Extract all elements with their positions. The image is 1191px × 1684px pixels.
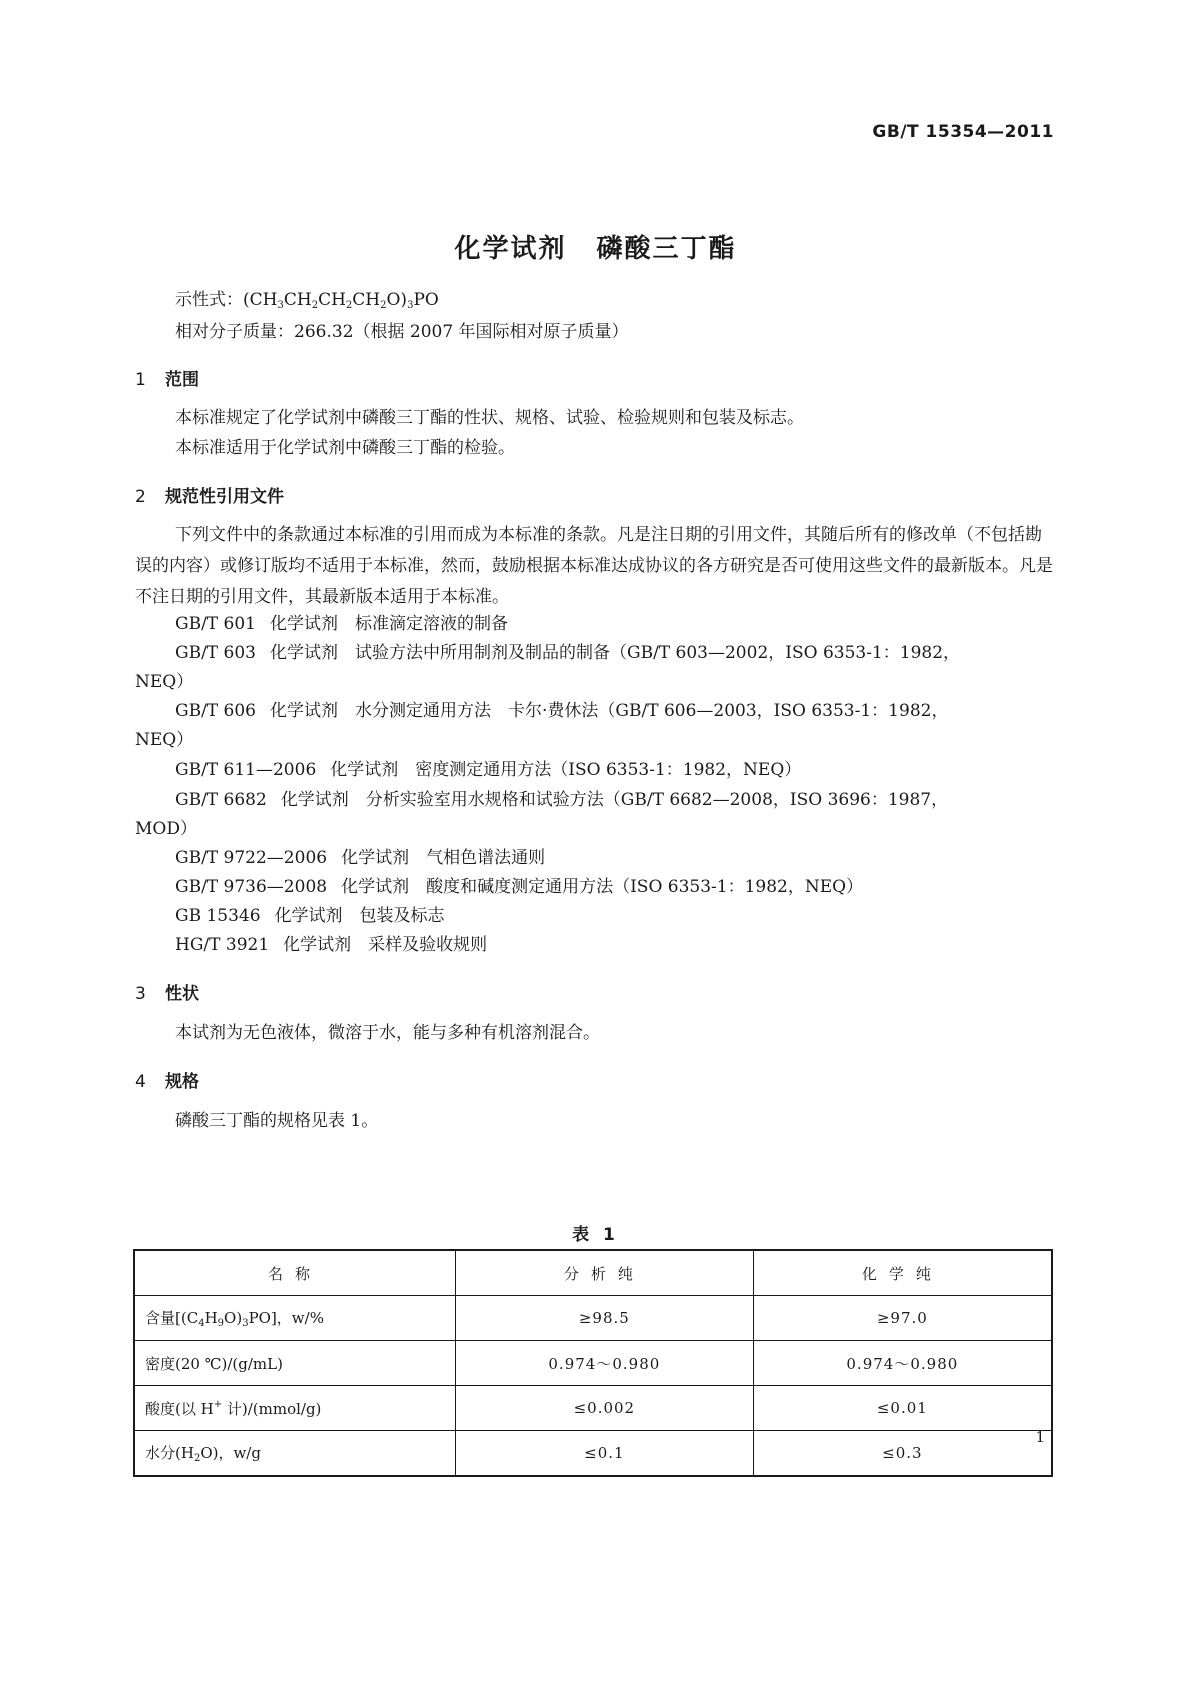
formula-sub: 2 — [380, 300, 387, 311]
properties-paragraph: 本试剂为无色液体，微溶于水，能与多种有机溶剂混合。 — [175, 1023, 600, 1043]
section-number: 1 — [135, 370, 146, 390]
title-part-2: 磷酸三丁酯 — [596, 234, 737, 264]
row-name-density: 密度(20 ℃)/(g/mL) — [134, 1341, 456, 1386]
reference-title: 化学试剂 标准滴定溶液的制备 — [270, 614, 508, 634]
formula-label: 示性式： — [175, 290, 243, 310]
row-name-water — [134, 1431, 456, 1477]
table-row — [134, 1296, 1052, 1341]
page-number: 1 — [1035, 1428, 1045, 1446]
value-analytical-reagent: ≤0.002 — [456, 1386, 754, 1431]
value-chemically-pure: ≤0.01 — [753, 1386, 1052, 1431]
reference-item — [175, 641, 960, 665]
reference-code: GB/T 9722—2006 — [175, 848, 328, 868]
formula-part: CH — [352, 290, 381, 310]
table-row — [134, 1341, 1052, 1386]
specification-table — [133, 1249, 1053, 1477]
formula-part: (CH — [243, 290, 278, 310]
value-chemically-pure: ≥97.0 — [753, 1296, 1052, 1341]
formula-sub: 3 — [277, 300, 284, 311]
reference-title: 化学试剂 采样及验收规则 — [283, 935, 488, 955]
reference-title: 化学试剂 包装及标志 — [274, 906, 445, 926]
formula-sub: 3 — [407, 300, 414, 311]
standard-code: GB/T 15354—2011 — [872, 122, 1054, 142]
reference-title: 化学试剂 分析实验室用水规格和试验方法（GB/T 6682—2008，ISO 3696：1987， — [280, 790, 949, 810]
document-title — [0, 228, 1191, 265]
column-header-name: 名称 — [134, 1250, 456, 1296]
reference-code: GB/T 9736—2008 — [175, 877, 328, 897]
scope-paragraph-1: 本标准规定了化学试剂中磷酸三丁酯的性状、规格、试验、检验规则和包装及标志。 — [175, 408, 804, 428]
formula-sub: 2 — [345, 300, 353, 311]
reference-item — [175, 933, 487, 957]
formula-part: PO — [413, 290, 439, 310]
reference-item — [175, 904, 445, 928]
name-sub: 4 — [198, 1318, 205, 1329]
name-text: O) — [224, 1309, 243, 1327]
reference-title: 化学试剂 气相色谱法通则 — [341, 848, 546, 868]
section-number: 4 — [135, 1072, 146, 1092]
section-title: 规格 — [165, 1072, 199, 1092]
value-chemically-pure: ≤0.3 — [753, 1431, 1052, 1477]
reference-item — [175, 788, 948, 812]
section-heading-1 — [135, 365, 199, 390]
section-heading-2 — [135, 482, 284, 507]
value-analytical-reagent: ≤0.1 — [456, 1431, 754, 1477]
name-text: O)，w/g — [200, 1444, 261, 1462]
reference-code: HG/T 3921 — [175, 935, 270, 955]
reference-continuation: NEQ） — [135, 730, 194, 750]
value-chemically-pure: 0.974～0.980 — [753, 1341, 1052, 1386]
value-analytical-reagent: ≥98.5 — [456, 1296, 754, 1341]
name-sup: + — [213, 1398, 223, 1410]
section-number: 3 — [135, 984, 146, 1004]
name-text: PO]，w/% — [248, 1309, 324, 1327]
name-text: H — [204, 1309, 218, 1327]
table-header-row — [134, 1250, 1052, 1296]
reference-title: 化学试剂 试验方法中所用制剂及制品的制备（GB/T 603—2002，ISO 6353-1：1982， — [270, 643, 961, 663]
name-text: 水分(H — [145, 1444, 194, 1462]
table-row — [134, 1386, 1052, 1431]
column-header-chemically-pure: 化学纯 — [753, 1250, 1052, 1296]
structural-formula — [175, 288, 439, 318]
formula-part: O) — [386, 290, 408, 310]
scope-paragraph-2: 本标准适用于化学试剂中磷酸三丁酯的检验。 — [175, 438, 515, 458]
column-header-analytical-reagent: 分析纯 — [456, 1250, 754, 1296]
reference-title: 化学试剂 水分测定通用方法 卡尔·费休法（GB/T 606—2003，ISO 6353-1：1982， — [270, 701, 949, 721]
section-number: 2 — [135, 487, 146, 507]
name-text: 含量[(C — [145, 1309, 199, 1327]
section-heading-3 — [135, 979, 199, 1004]
name-text: 计)/(mmol/g) — [222, 1399, 322, 1418]
row-name-acidity — [134, 1386, 456, 1431]
reference-code: GB/T 601 — [175, 614, 256, 634]
section-heading-4 — [135, 1067, 199, 1092]
section-title: 规范性引用文件 — [165, 487, 284, 507]
value-analytical-reagent: 0.974～0.980 — [456, 1341, 754, 1386]
table-row — [134, 1431, 1052, 1477]
name-sub: 9 — [217, 1318, 225, 1329]
reference-continuation: MOD） — [135, 819, 197, 839]
section-title: 性状 — [165, 984, 199, 1004]
section-title: 范围 — [165, 370, 199, 390]
title-part-1: 化学试剂 — [454, 234, 567, 264]
reference-code: GB/T 606 — [175, 701, 256, 721]
reference-continuation: NEQ） — [135, 672, 194, 692]
specification-paragraph: 磷酸三丁酯的规格见表 1。 — [175, 1111, 379, 1131]
reference-title: 化学试剂 酸度和碱度测定通用方法（ISO 6353-1：1982，NEQ） — [341, 877, 864, 897]
reference-item — [175, 758, 801, 782]
reference-code: GB/T 611—2006 — [175, 760, 317, 780]
normative-references-paragraph: 下列文件中的条款通过本标准的引用而成为本标准的条款。凡是注日期的引用文件，其随后所有的修改单（不包括勘误的内容）或修订版均不适用于本标准，然而，鼓励根据本标准达成协议的各方研究是否可使用这些文件的最新版本。凡是不注日期的引用文件，其最新版本适用于本标准。 — [135, 525, 1053, 607]
formula-sub: 2 — [311, 300, 319, 311]
name-sub: 2 — [193, 1453, 201, 1464]
table-caption: 表 1 — [572, 1225, 619, 1245]
reference-item — [175, 846, 545, 870]
name-sub: 3 — [242, 1318, 249, 1329]
reference-item — [175, 875, 863, 899]
molecular-mass: 相对分子质量：266.32（根据 2007 年国际相对原子质量） — [175, 322, 629, 342]
reference-item — [175, 612, 508, 636]
formula-part: CH — [283, 290, 312, 310]
row-name-content — [134, 1296, 456, 1341]
reference-title: 化学试剂 密度测定通用方法（ISO 6353-1：1982，NEQ） — [330, 760, 802, 780]
name-text: 酸度(以 H — [145, 1399, 214, 1418]
formula-part: CH — [318, 290, 346, 310]
reference-code: GB/T 603 — [175, 643, 256, 663]
reference-item — [175, 699, 948, 723]
reference-code: GB 15346 — [175, 906, 261, 926]
reference-code: GB/T 6682 — [175, 790, 267, 810]
